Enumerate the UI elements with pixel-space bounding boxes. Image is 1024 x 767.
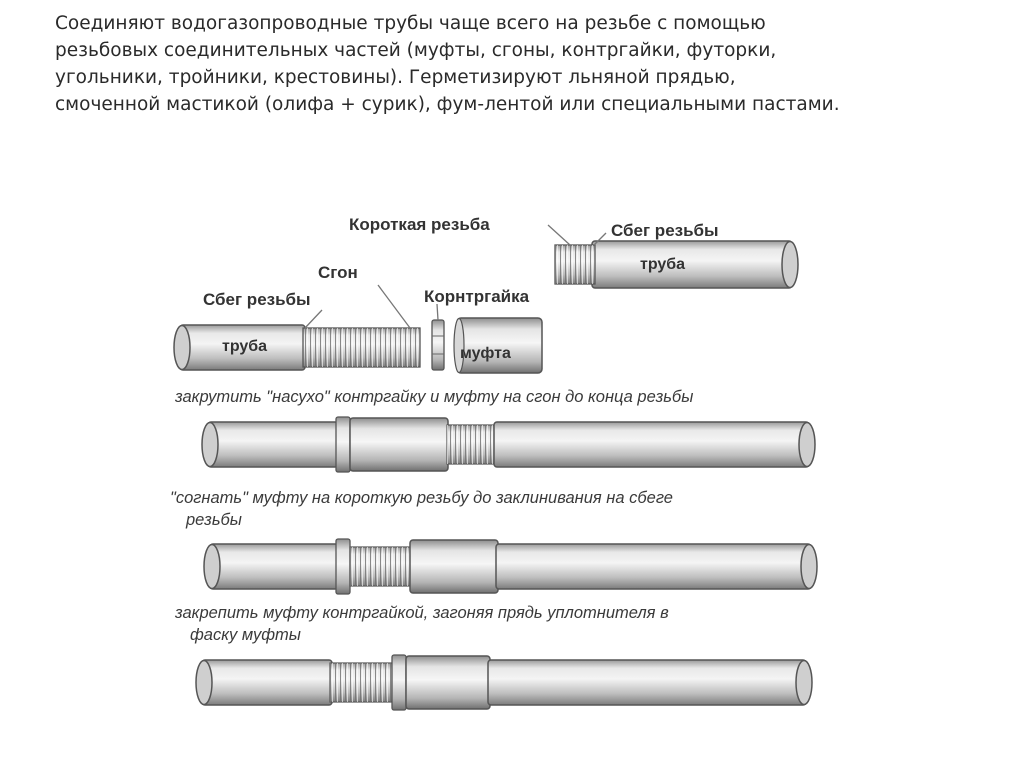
label-coupling: муфта — [460, 345, 511, 362]
pipe-right-body — [592, 241, 792, 288]
label-short-thread: Короткая резьба — [349, 215, 490, 234]
step1-locknut — [336, 417, 350, 472]
pipe-right-assembly — [349, 215, 798, 288]
step-1-caption: закрутить "насухо" контргайку и муфту на сгон до конца резьбы — [175, 388, 694, 406]
label-pipe-right: труба — [640, 256, 686, 273]
step-3-assembly — [196, 655, 812, 710]
step1-pipe-left — [208, 422, 338, 467]
step3-locknut — [392, 655, 406, 710]
label-sgon: Сгон — [318, 263, 358, 282]
label-thread-runout-right: Сбег резьбы — [611, 221, 719, 240]
step1-thread-grooves — [447, 425, 495, 464]
step3-coupling — [406, 656, 490, 709]
step1-pipe-right-end — [799, 423, 815, 467]
step-2-assembly — [204, 539, 817, 594]
step-3-caption-line1: закрепить муфту контргайкой, загоняя прядь уплотнителя в — [175, 604, 669, 622]
intro-line: резьбовых соединительных частей (муфты, сгоны, контргайки, футорки, — [55, 40, 777, 61]
pipe-right-end — [782, 242, 798, 288]
leader-runout-left — [305, 310, 322, 328]
step-3-caption-line2: фаску муфты — [190, 626, 301, 644]
intro-line: угольники, тройники, крестовины). Герметизируют льняной прядью, — [55, 67, 736, 88]
step3-thread-grooves — [330, 663, 392, 702]
step3-pipe-left-end — [196, 661, 212, 705]
intro-line: Соединяют водогазопроводные трубы чаще всего на резьбе с помощью — [55, 13, 766, 34]
step1-pipe-right — [494, 422, 809, 467]
step-2-caption-line1: "согнать" муфту на короткую резьбу до заклинивания на сбеге — [170, 489, 673, 507]
leader-locknut — [437, 304, 438, 320]
step2-coupling — [410, 540, 498, 593]
parts-assembly — [174, 263, 542, 373]
step2-thread-grooves — [350, 547, 412, 586]
label-thread-runout-left: Сбег резьбы — [203, 290, 311, 309]
label-pipe-left: труба — [222, 338, 268, 355]
step2-pipe-left-end — [204, 545, 220, 589]
step2-locknut — [336, 539, 350, 594]
locknut — [432, 320, 444, 370]
step2-pipe-left — [210, 544, 338, 589]
step2-pipe-right-end — [801, 545, 817, 589]
step3-pipe-right — [488, 660, 806, 705]
pipe-left-end — [174, 326, 190, 370]
intro-line: смоченной мастикой (олифа + сурик), фум-лентой или специальными пастами. — [55, 94, 840, 115]
step-1-assembly — [202, 417, 815, 472]
leader-short-thread — [548, 225, 570, 245]
step1-pipe-left-end — [202, 423, 218, 467]
sgon-thread-grooves — [303, 328, 420, 367]
step3-pipe-left — [202, 660, 332, 705]
short-thread-grooves — [555, 245, 595, 284]
step3-pipe-right-end — [796, 661, 812, 705]
step1-coupling — [350, 418, 448, 471]
leader-sgon — [378, 285, 410, 328]
step-2-caption-line2: резьбы — [186, 511, 242, 529]
label-locknut: Корнтргайка — [424, 287, 530, 306]
step2-pipe-right — [496, 544, 811, 589]
